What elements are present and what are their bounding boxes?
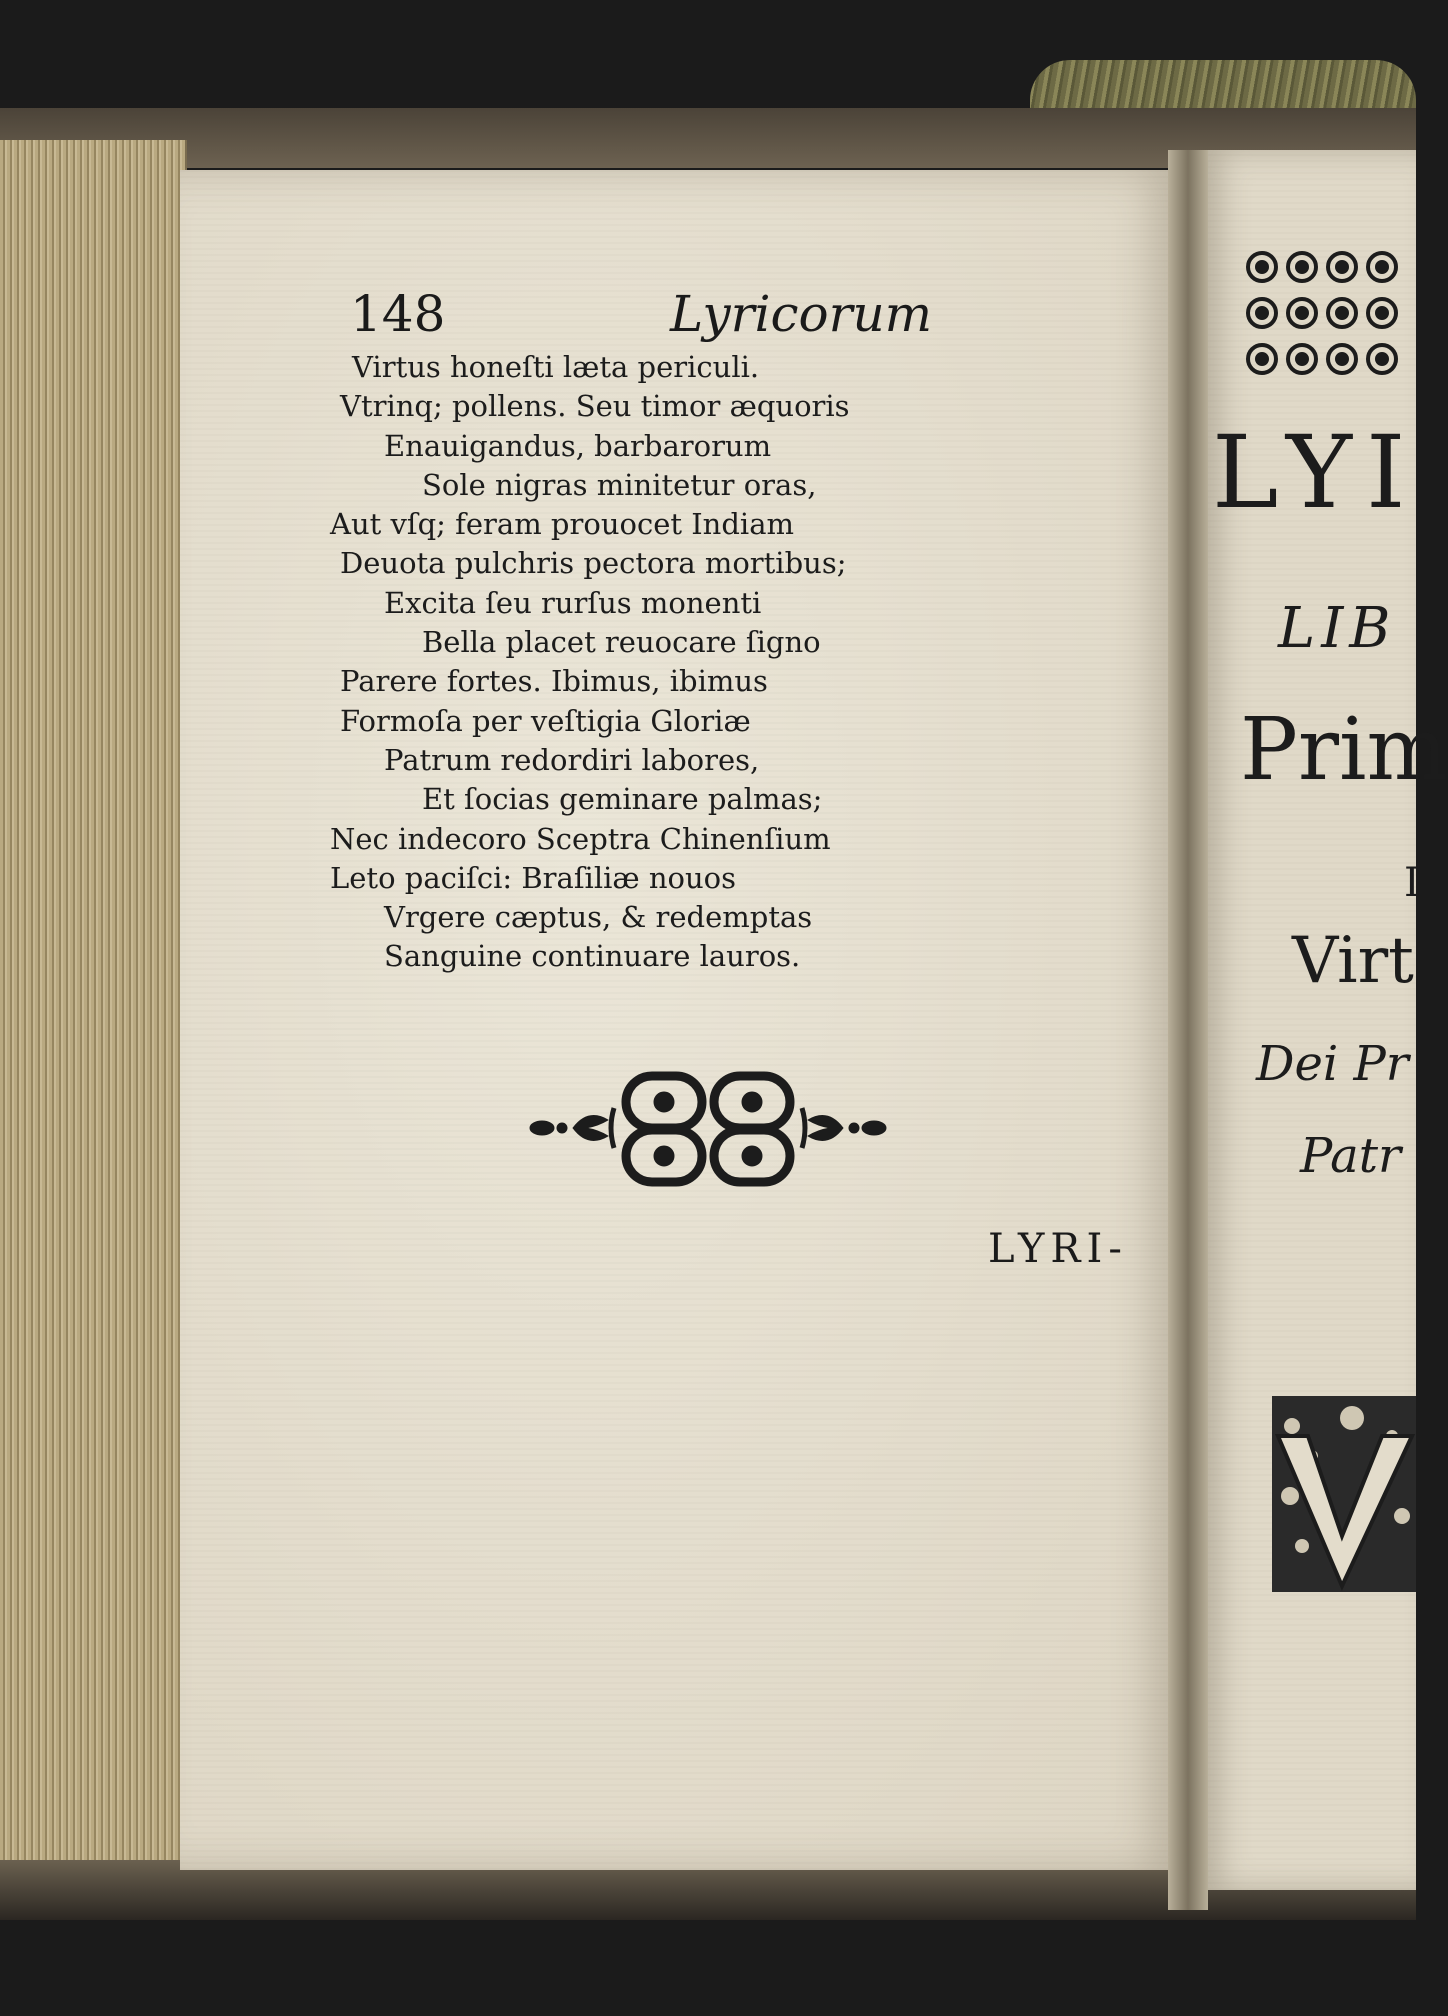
poem-line: Nec indecoro Sceptra Chinenſium bbox=[330, 821, 831, 856]
poem-line: Sole nigras minitetur oras, bbox=[422, 467, 817, 502]
poem-line: Formoſa per veſtigia Gloriæ bbox=[340, 703, 751, 738]
right-heading: LYI bbox=[1212, 414, 1420, 531]
page-number: 148 bbox=[350, 285, 446, 343]
right-numeral: I bbox=[1404, 860, 1420, 906]
poem-line: Deuota pulchris pectora mortibus; bbox=[340, 546, 847, 581]
poem-line: Parere fortes. Ibimus, ibimus bbox=[340, 664, 768, 699]
poem-line: Aut vſq; feram prouocet Indiam bbox=[330, 507, 794, 542]
right-virt: Virt bbox=[1292, 924, 1414, 998]
poem-text bbox=[330, 348, 980, 977]
fleuron-border-icon bbox=[1240, 245, 1416, 385]
poem-line: Excita ſeu rurſus monenti bbox=[384, 585, 762, 620]
printers-ornament-icon bbox=[528, 1068, 888, 1188]
page-edges bbox=[0, 140, 187, 1880]
right-book-label: LIB bbox=[1278, 596, 1397, 661]
right-prim: Prim bbox=[1240, 700, 1448, 800]
right-page bbox=[1200, 150, 1448, 1890]
catchword: LYRI- bbox=[988, 1226, 1128, 1272]
right-patr: Patr bbox=[1300, 1128, 1401, 1184]
running-title: Lyricorum bbox=[670, 285, 933, 343]
poem-line: Virtus honeſti læta periculi. bbox=[352, 350, 760, 384]
poem-line: Sanguine continuare lauros. bbox=[384, 939, 801, 974]
decorated-initial-v-icon bbox=[1272, 1396, 1416, 1592]
poem-line: Et ſocias geminare palmas; bbox=[422, 782, 823, 817]
poem-line: Enauigandus, barbarorum bbox=[384, 428, 772, 463]
poem-line: Patrum redordiri labores, bbox=[384, 742, 760, 777]
poem-line: Vrgere cæptus, & redemptas bbox=[384, 900, 813, 935]
book-gutter bbox=[1168, 150, 1208, 1910]
poem-line: Vtrinq; pollens. Seu timor æquoris bbox=[340, 389, 850, 424]
right-dei: Dei Pr bbox=[1256, 1036, 1409, 1092]
poem-line: Bella placet reuocare ſigno bbox=[422, 625, 821, 660]
poem-line: Leto paciſci: Braſiliæ nouos bbox=[330, 860, 737, 895]
